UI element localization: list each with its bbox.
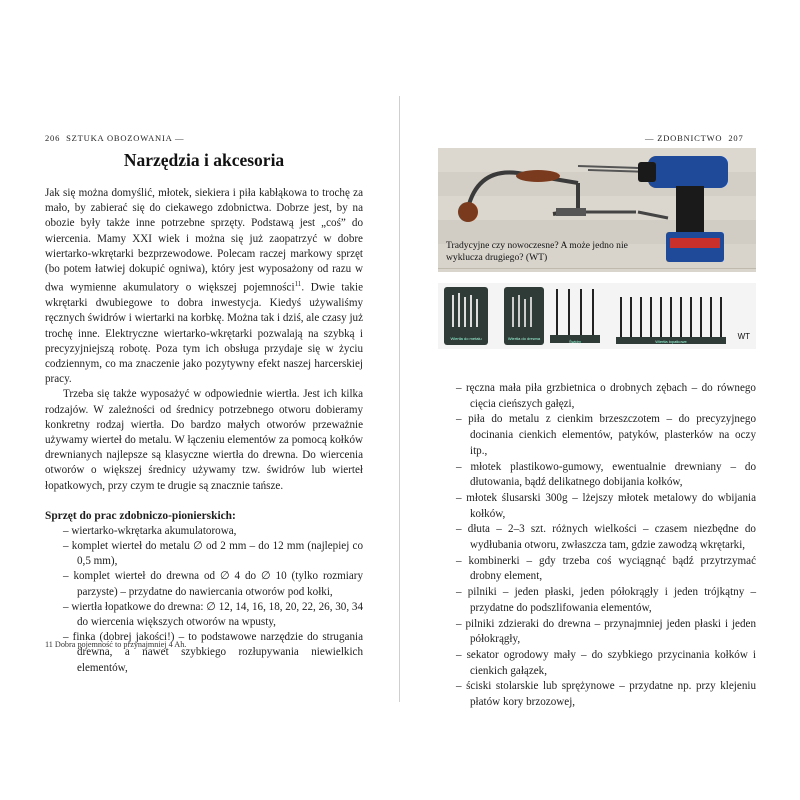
list-item: – komplet wierteł do metalu ∅ od 2 mm – do 12 mm (najlepiej co 0,5 mm), [45, 539, 363, 569]
list-item: – kombinerki – gdy trzeba coś wyciągnąć bądź przytrzymać drobny element, [438, 554, 756, 585]
list-item: – sekator ogrodowy mały – do szybkiego przycinania kołków i cienkich gałązek, [438, 648, 756, 679]
paragraph-1: Jak się można domyślić, młotek, siekiera i piła kabłąkowa to trochę za mało, by zabierać się do ciekawego zdobnictwa. Dobrze jest, by na obozie były także inne potrzebne sprzęty. Podstawą jest „coś” do wiercenia. Mamy XXI wiek i można się już zaopatrzyć w dobre wiertarko-wkrętarki bezprzewodowe. Polecam raczej markowy sprzęt (bo potem łatwiej dokupić ogniwa), który jest wyposażony od razu w dwa wymienne akumulatory o większej pojemności$^{11}$. Dwie takie wkrętarki dwubiegowe to dobra inwestycja. Kiedyś używaliśmy ręcznych świdrów i wiertarki na korbkę. Można tak i dziś, ale czasy już trochę inne. Elektryczne wiertarko-wkrętarki pozwalają na szybką i precyzyjniejszą robotę. Poza tym ich obsługa przydaje się w życiu codziennym, co ma znaczenie jako pozytywny efekt naszej harcerskiej pracy. [45, 187, 363, 386]
metal-bits-case: Wiertła do metalu [444, 287, 488, 345]
right-running-title: — ZDOBNICTWO [645, 133, 723, 143]
section-heading: Sprzęt do prac zdobniczo-pionierskich: [45, 509, 236, 522]
list-item: – wiertarko-wkrętarka akumulatorowa, [45, 524, 363, 539]
left-page-body [45, 148, 363, 676]
paragraph-2: Trzeba się także wyposażyć w odpowiednie wiertła. Jest ich kilka rodzajów. W zależności od średnicy potrzebnego otworu dobieramy konkretny rodzaj wiertła. Do bardzo małych otworów przeważnie używamy wierteł do metalu. W łączeniu elementów za pomocą kołków drewnianych najlepsze są klasyczne wiertła do drewna. Do wiercenia otworów o większej średnicy używamy tzw. świdrów lub wierteł łopatkowych, przy czym te drugie są znacznie tańsze. [45, 388, 363, 492]
left-running-head [45, 133, 184, 143]
left-page-number: 206 [45, 133, 61, 143]
right-running-head [645, 133, 744, 143]
list-item: – pilniki – jeden płaski, jeden półokrągły i jeden trójkątny – przydatne do podszlifowania elementów, [438, 585, 756, 616]
right-page-body [438, 381, 756, 711]
list-item: – młotek plastikowo-gumowy, ewentualnie drewniany – do dłutowania, bądź delikatnego dobijania kołków, [438, 460, 756, 491]
footnote-reference: 11 [294, 280, 302, 289]
right-page-number: 207 [728, 133, 744, 143]
drill-bits-photo: Wiertła do metalu Wiertła do drewna Świdry Wiertła łopatkowe WT [438, 283, 756, 349]
photo-credit: WT [737, 332, 750, 341]
list-item: – ręczna mała piła grzbietnica o drobnych zębach – do równego cięcia cieńszych gałęzi, [438, 381, 756, 412]
list-item: – pilniki zdzieraki do drewna – przynajmniej jeden płaski i jeden półokrągły, [438, 617, 756, 648]
chapter-title: Narzędzia i akcesoria [123, 150, 285, 170]
list-item: – ściski stolarskie lub sprężynowe – przydatne np. przy klejeniu płatów kory brzozowej, [438, 679, 756, 710]
list-item: – młotek ślusarski 300g – lżejszy młotek metalowy do wbijania kołków, [438, 491, 756, 522]
brace-drill-icon [458, 166, 638, 222]
tools-photo [438, 148, 756, 272]
footnote: 11 Dobra pojemność to przynajmniej 4 Ah. [45, 640, 187, 649]
list-item: – komplet wierteł do drewna od ∅ 4 do ∅ 10 (tylko rozmiary parzyste) – przydatne do nawiercania otworów pod kołki, [45, 569, 363, 599]
equipment-list-left [45, 524, 363, 676]
wood-bits-case: Wiertła do drewna [504, 287, 544, 345]
page-gutter [399, 96, 400, 702]
list-item: – piła do metalu z cienkim brzeszczotem – do precyzyjnego docinania cienkich elementów, patyków, plasterków na oczy itp., [438, 412, 756, 459]
list-item: – dłuta – 2–3 szt. różnych wielkości – czasem niezbędne do wydłubania otworu, zwłaszcza tam, gdzie zawodzą wkrętarki, [438, 522, 756, 553]
left-running-title: SZTUKA OBOZOWANIA — [66, 133, 185, 143]
list-item: – wiertła łopatkowe do drewna: ∅ 12, 14, 16, 18, 20, 22, 26, 30, 34 do wiercenia większych otworów na wpusty, [45, 600, 363, 630]
photo-caption: Tradycyjne czy nowoczesne? A może jedno nie wyklucza drugiego? (WT) [446, 240, 628, 263]
equipment-list-right [438, 381, 756, 711]
list-item: – finka (dobrej jakości!) – to podstawowe narzędzie do strugania drewna, a nawet szybkiego rozłupywania niewielkich elementów, [45, 630, 363, 676]
